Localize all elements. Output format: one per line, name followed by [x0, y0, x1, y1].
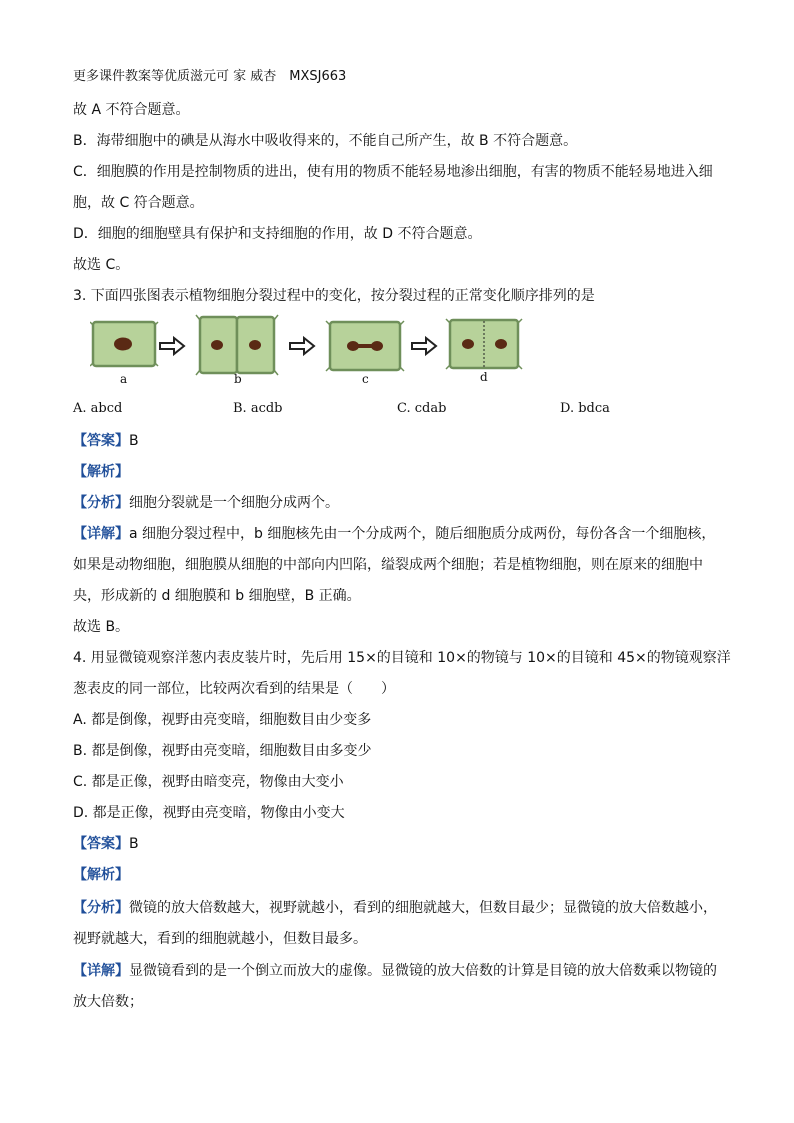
- q2-line-c2: 胞，故 C 符合题意。: [73, 195, 204, 211]
- q3-xiangjie-line1: [73, 525, 715, 543]
- cell-b: [196, 315, 278, 375]
- q3-option-a: A. abcd: [73, 401, 123, 416]
- cell-division-figure: [90, 314, 540, 390]
- q3-question: 3. 下面四张图表示植物细胞分裂过程中的变化，按分裂过程的正常变化顺序排列的是: [73, 288, 595, 304]
- q4-xiangjie-line2: 放大倍数；: [73, 994, 143, 1010]
- q4-xiangjie-line1: [73, 962, 717, 980]
- q3-options: [0, 401, 794, 419]
- q4-fenxi-line2: 视野就越大，看到的细胞就越小，但数目最多。: [73, 931, 367, 947]
- q4-option-b: B. 都是倒像，视野由亮变暗，细胞数目由多变少: [73, 743, 372, 759]
- q4-option-d: D. 都是正像，视野由亮变暗，物像由小变大: [73, 805, 345, 821]
- q2-line-b: B．海带细胞中的碘是从海水中吸收得来的，不能自己所产生，故 B 不符合题意。: [73, 133, 578, 149]
- figure-label-c: c: [362, 372, 369, 386]
- q2-conclusion: 故选 C。: [73, 257, 130, 273]
- nucleus-icon: [211, 340, 223, 350]
- q4-analysis-heading: [73, 866, 129, 884]
- q4-fenxi-line1: [73, 899, 717, 917]
- fenxi-text: 微镜的放大倍数越大，视野就越小，看到的细胞就越大，但数目最少；显微镜的放大倍数越小，: [129, 900, 717, 916]
- q3-conclusion: 故选 B。: [73, 619, 130, 635]
- cell-c: [326, 321, 404, 371]
- q2-line-a: 故 A 不符合题意。: [73, 102, 190, 118]
- fenxi-text: 细胞分裂就是一个细胞分成两个。: [129, 495, 339, 511]
- nucleus-icon: [114, 338, 132, 351]
- answer-value: B: [129, 836, 139, 852]
- answer-tag: 【答案】: [73, 433, 129, 449]
- figure-label-d: d: [480, 370, 488, 384]
- xiangjie-text: a 细胞分裂过程中，b 细胞核先由一个分成两个，随后细胞质分成两份，每份各含一个细胞核，: [129, 526, 716, 542]
- nucleus-icon: [249, 340, 261, 350]
- arrow-right-icon: [412, 338, 436, 354]
- q3-fenxi: [73, 494, 339, 512]
- q4-question-line2: 葱表皮的同一部位，比较两次看到的结果是（ ）: [73, 681, 395, 697]
- q3-answer: [73, 432, 139, 450]
- nucleus-icon: [371, 341, 383, 351]
- cell-division-svg: [90, 314, 540, 390]
- q4-option-a: A. 都是倒像，视野由亮变暗，细胞数目由少变多: [73, 712, 372, 728]
- xiangjie-tag: 【详解】: [73, 526, 129, 542]
- header-watermark: 更多课件教案等优质滋元可 家 威杏 MXSJ663: [73, 69, 347, 84]
- q3-xiangjie-line2: 如果是动物细胞，细胞膜从细胞的中部向内凹陷，缢裂成两个细胞；若是植物细胞，则在原来的细胞中: [73, 557, 703, 573]
- q4-option-c: C. 都是正像，视野由暗变亮，物像由大变小: [73, 774, 344, 790]
- cell-a: [90, 322, 158, 366]
- q4-question-line1: 4. 用显微镜观察洋葱内表皮装片时，先后用 15×的目镜和 10×的物镜与 10×的目镜和 45×的物镜观察洋: [73, 650, 731, 666]
- xiangjie-tag: 【详解】: [73, 963, 129, 979]
- q3-option-c: C. cdab: [397, 401, 447, 416]
- figure-label-a: a: [120, 372, 128, 386]
- nucleus-icon: [462, 339, 474, 349]
- arrow-right-icon: [160, 338, 184, 354]
- fenxi-tag: 【分析】: [73, 900, 129, 916]
- arrow-right-icon: [290, 338, 314, 354]
- q3-option-d: D. bdca: [560, 401, 610, 416]
- answer-tag: 【答案】: [73, 836, 129, 852]
- xiangjie-text: 显微镜看到的是一个倒立而放大的虚像。显微镜的放大倍数的计算是目镜的放大倍数乘以物镜的: [129, 963, 717, 979]
- nucleus-icon: [495, 339, 507, 349]
- q2-line-c1: C．细胞膜的作用是控制物质的进出，使有用的物质不能轻易地渗出细胞，有害的物质不能轻易地进入细: [73, 164, 713, 180]
- fenxi-tag: 【分析】: [73, 495, 129, 511]
- cell-d: [446, 319, 522, 369]
- q3-xiangjie-line3: 央，形成新的 d 细胞膜和 b 细胞壁，B 正确。: [73, 588, 361, 604]
- answer-value: B: [129, 433, 139, 449]
- q3-option-b: B. acdb: [233, 401, 283, 416]
- q4-answer: [73, 835, 139, 853]
- figure-label-b: b: [234, 372, 242, 386]
- analysis-tag: 【解析】: [73, 464, 129, 480]
- q2-line-d: D．细胞的细胞壁具有保护和支持细胞的作用，故 D 不符合题意。: [73, 226, 482, 242]
- analysis-tag: 【解析】: [73, 867, 129, 883]
- q3-analysis-heading: [73, 463, 129, 481]
